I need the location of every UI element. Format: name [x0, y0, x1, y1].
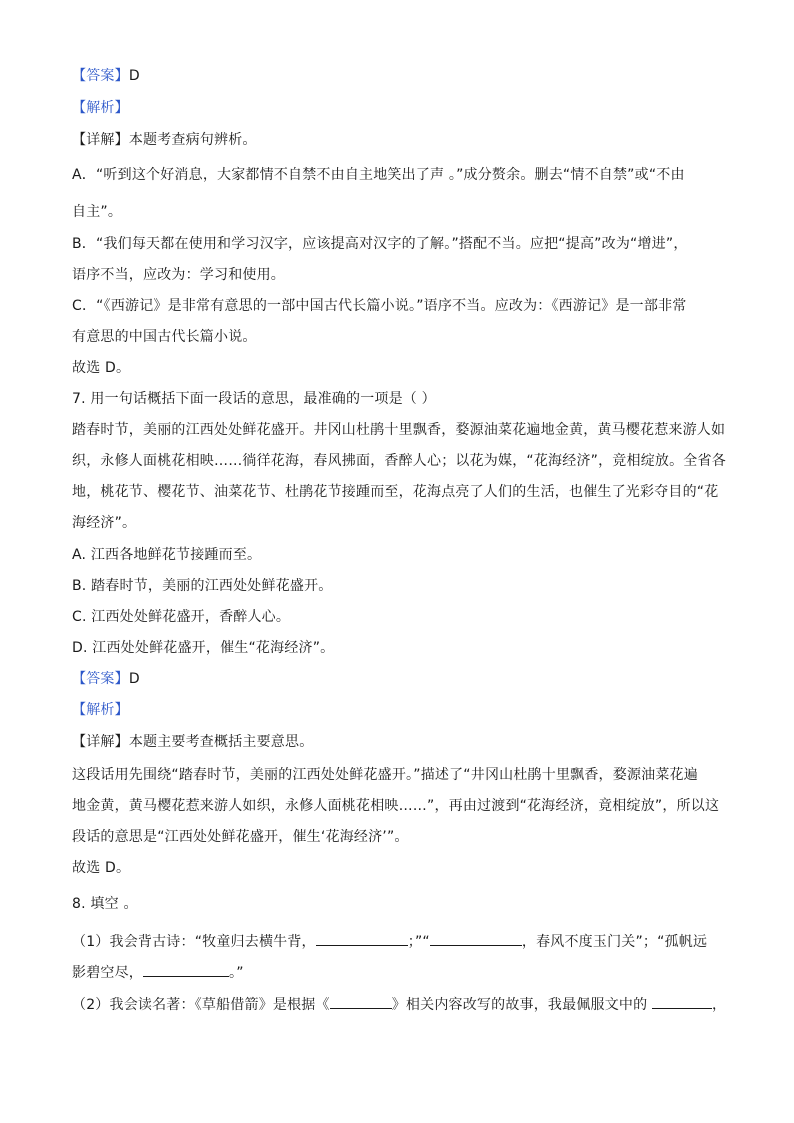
choice-d: D. 江西处处鲜花盛开，催生“花海经济”。	[72, 640, 335, 656]
explanation-line2: 地金黄，黄马樱花惹来游人如织，永修人面桃花相映……”，再由过渡到“花海经济，竟相绽放”，所以这	[72, 798, 720, 814]
poem-fill-text: 影碧空尽，	[72, 965, 143, 981]
option-a-explanation-line2: 自主”。	[72, 204, 123, 220]
conclusion: 故选 D。	[72, 360, 131, 376]
book-fill-text: 》相关内容改写的故事，我最佩服文中的	[391, 997, 652, 1013]
detail-line	[72, 732, 313, 752]
fill-blank[interactable]	[652, 994, 712, 1009]
detail-tag: 【详解】	[72, 734, 129, 750]
fill-blank[interactable]	[430, 931, 522, 946]
detail-tag: 【详解】	[72, 132, 129, 148]
poem-fill-prompt: （1）我会背古诗：“牧童归去横牛背，	[72, 934, 316, 950]
choice-c: C. 江西处处鲜花盛开，香醉人心。	[72, 609, 291, 625]
analysis-line	[72, 98, 129, 118]
answer-tag: 【答案】	[72, 671, 129, 687]
answer-value: D	[128, 68, 140, 84]
choice-b: B. 踏春时节，美丽的江西处处鲜花盛开。	[72, 578, 333, 594]
option-a-explanation-line1: A．“听到这个好消息，大家都情不自禁不由自主地笑出了声 。”成分赘余。删去“情不自禁”或“不由	[72, 167, 685, 183]
book-fill-text: ，	[711, 997, 727, 1013]
question-stem: 8. 填空 。	[72, 896, 138, 912]
analysis-line	[72, 700, 129, 720]
detail-text: 本题考查病句辨析。	[128, 132, 257, 148]
choice-a: A. 江西各地鲜花节接踵而至。	[72, 547, 262, 563]
poem-fill-line2	[72, 962, 244, 983]
option-b-explanation-line2: 语序不当，应改为：学习和使用。	[72, 267, 285, 283]
passage-line1: 踏春时节，美丽的江西处处鲜花盛开。井冈山杜鹃十里飘香，婺源油菜花遍地金黄，黄马樱花惹来游人如	[72, 422, 726, 438]
detail-text: 本题主要考查概括主要意思。	[128, 734, 314, 750]
explanation-line1: 这段话用先围绕“踏春时节，美丽的江西处处鲜花盛开。”描述了“井冈山杜鹃十里飘香，婺源油菜花遍	[72, 767, 698, 783]
explanation-line3: 段话的意思是“江西处处鲜花盛开，催生‘花海经济’”。	[72, 829, 409, 845]
answer-tag: 【答案】	[72, 68, 129, 84]
question-stem: 7. 用一句话概括下面一段话的意思，最准确的一项是（ ）	[72, 391, 436, 407]
poem-fill-line1	[72, 931, 707, 952]
fill-blank[interactable]	[330, 994, 392, 1009]
passage-line4: 海经济”。	[72, 515, 137, 531]
fill-blank[interactable]	[316, 931, 408, 946]
poem-fill-text: ；”“	[407, 934, 430, 950]
answer-line	[72, 669, 140, 689]
detail-line	[72, 130, 257, 150]
analysis-tag: 【解析】	[72, 702, 129, 718]
answer-line	[72, 66, 140, 86]
passage-line2: 织，永修人面桃花相映……徜徉花海，春风拂面，香醉人心；以花为媒，“花海经济”，竞相绽放。全省各	[72, 453, 726, 469]
conclusion: 故选 D。	[72, 860, 131, 876]
poem-fill-text: ，春风不度玉门关”；“孤帆远	[521, 934, 708, 950]
book-fill-prompt: （2）我会读名著：《草船借箭》是根据《	[72, 997, 330, 1013]
book-fill-line	[72, 994, 726, 1015]
analysis-tag: 【解析】	[72, 100, 129, 116]
option-c-explanation-line1: C．“《西游记》是非常有意思的一部中国古代长篇小说。”语序不当。应改为：《西游记》是一部非常	[72, 298, 687, 314]
passage-line3: 地，桃花节、樱花节、油菜花节、杜鹃花节接踵而至，花海点亮了人们的生活，也催生了光彩夺目的“花	[72, 484, 719, 500]
fill-blank[interactable]	[143, 962, 229, 977]
option-b-explanation-line1: B．“我们每天都在使用和学习汉字，应该提高对汉字的了解。”搭配不当。应把“提高”改为“增进”，	[72, 236, 688, 252]
option-c-explanation-line2: 有意思的中国古代长篇小说。	[72, 329, 257, 345]
poem-fill-text: 。”	[229, 965, 244, 981]
answer-value: D	[128, 671, 140, 687]
